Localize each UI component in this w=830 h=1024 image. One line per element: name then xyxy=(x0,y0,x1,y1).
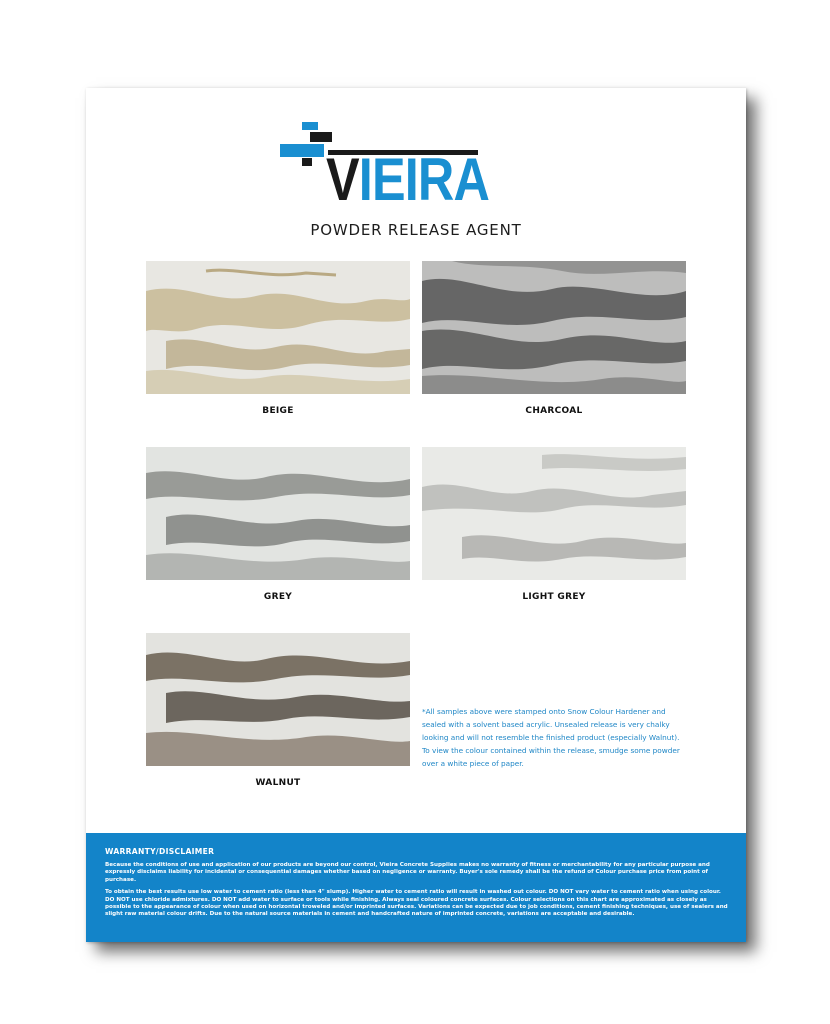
charcoal-texture-image xyxy=(422,261,686,394)
grey-texture-image xyxy=(146,447,410,580)
swatch-label-light-grey: LIGHT GREY xyxy=(522,592,586,602)
swatch-label-beige: BEIGE xyxy=(262,406,294,416)
vieira-logo xyxy=(280,122,526,213)
swatch-grey xyxy=(146,447,410,580)
beige-texture-image xyxy=(146,261,410,394)
swatch-beige xyxy=(146,261,410,394)
warranty-disclaimer xyxy=(86,833,746,942)
swatch-walnut xyxy=(146,633,410,766)
brand-wordmark xyxy=(326,146,490,213)
product-sheet xyxy=(86,88,746,942)
light-grey-texture-image xyxy=(422,447,686,580)
walnut-texture-image xyxy=(146,633,410,766)
swatch-label-charcoal: CHARCOAL xyxy=(525,406,583,416)
disclaimer-paragraph-1: Because the conditions of use and application of our products are beyond our control, Vieira Concrete Supplies makes no warranty of fitness or merchantability for any particular purpose and expressly disclaims liability for incidental or consequential damages whether based on negligence or warranty. Buyer's sole remedy shall be the refund of Colour purchase price from point of purchase. xyxy=(105,862,710,883)
swatch-label-grey: GREY xyxy=(263,592,293,602)
product-title: POWDER RELEASE AGENT xyxy=(310,221,522,239)
swatch-charcoal xyxy=(422,261,686,394)
sample-note: *All samples above were stamped onto Snow Colour Hardener and sealed with a solvent based acrylic. Unsealed release is very chalky looking and will not resemble the finished product (especially Walnut). To view the colour contained within the release, smudge some powder over a white piece of paper. xyxy=(422,707,680,768)
swatch-light-grey xyxy=(422,447,686,580)
brand-initial: V xyxy=(326,146,359,213)
disclaimer-paragraph-2: To obtain the best results use low water to cement ratio (less than 4" slump). Higher water to cement ratio will result in washed out colour. DO NOT vary water to cement ratio when using colour. DO NOT use chloride admixtures. DO NOT add water to surface or tools while finishing. Always seal coloured concrete surfaces. Colour selections on this chart are approximated as closely as possible to the appearance of colour when used on horizontal troweled and/or imprinted surfaces. Variations can be expected due to job conditions, cement finishing techniques, use of sealers and slight raw material colour drifts. Due to the natural source materials in cement and handcrafted nature of imprinted concrete, variations are acceptable and desirable. xyxy=(105,889,728,918)
disclaimer-heading: WARRANTY/DISCLAIMER xyxy=(105,847,215,856)
swatch-label-walnut: WALNUT xyxy=(255,778,301,788)
brand-name-rest: IEIRA xyxy=(358,146,490,213)
